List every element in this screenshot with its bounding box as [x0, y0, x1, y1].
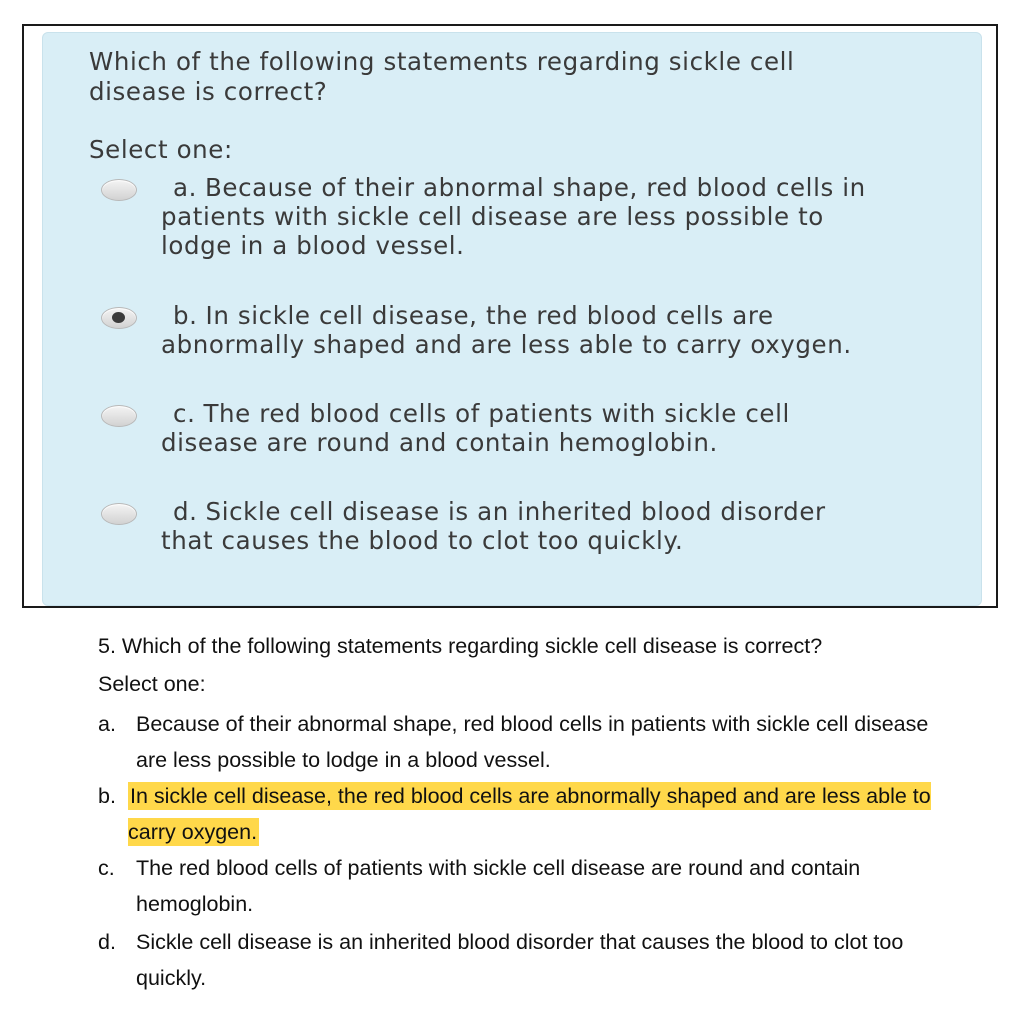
- answer-select-label: Select one:: [98, 672, 206, 696]
- screenshot-frame: [22, 24, 998, 608]
- option-label: Sickle cell disease is an inherited blood disorder that causes the blood to clot too quickly.: [161, 497, 826, 555]
- answer-text: Because of their abnormal shape, red blood cells in patients with sickle cell disease are less possible to lodge in a blood vessel.: [136, 712, 929, 772]
- answer-question: 5. Which of the following statements regarding sickle cell disease is correct?: [98, 634, 823, 658]
- radio-icon[interactable]: [101, 179, 137, 201]
- answer-text: The red blood cells of patients with sickle cell disease are round and contain hemoglobin.: [136, 856, 861, 916]
- option-letter: d.: [173, 497, 198, 526]
- option-letter: b.: [173, 301, 198, 330]
- answer-letter: a.: [98, 712, 116, 736]
- answer-letter: c.: [98, 856, 115, 880]
- option-letter: c.: [173, 399, 196, 428]
- answer-letter: b.: [98, 784, 116, 808]
- highlighted-answer: In sickle cell disease, the red blood cells are abnormally shaped and are less able to carry oxygen.: [128, 784, 931, 844]
- select-one-label: Select one:: [89, 135, 233, 164]
- radio-icon[interactable]: [101, 405, 137, 427]
- answer-letter: d.: [98, 930, 116, 954]
- answer-text: Sickle cell disease is an inherited blood disorder that causes the blood to clot too quickly.: [136, 930, 904, 990]
- quiz-card: [42, 32, 982, 606]
- question-text: Which of the following statements regarding sickle cell disease is correct?: [89, 47, 795, 106]
- option-letter: a.: [173, 173, 198, 202]
- radio-icon[interactable]: [101, 503, 137, 525]
- option-label: Because of their abnormal shape, red blood cells in patients with sickle cell disease are less possible to lodge in a blood vessel.: [161, 173, 866, 260]
- radio-checked-icon[interactable]: [101, 307, 137, 329]
- option-label: The red blood cells of patients with sickle cell disease are round and contain hemoglobin.: [161, 399, 790, 457]
- option-label: In sickle cell disease, the red blood cells are abnormally shaped and are less able to carry oxygen.: [161, 301, 852, 359]
